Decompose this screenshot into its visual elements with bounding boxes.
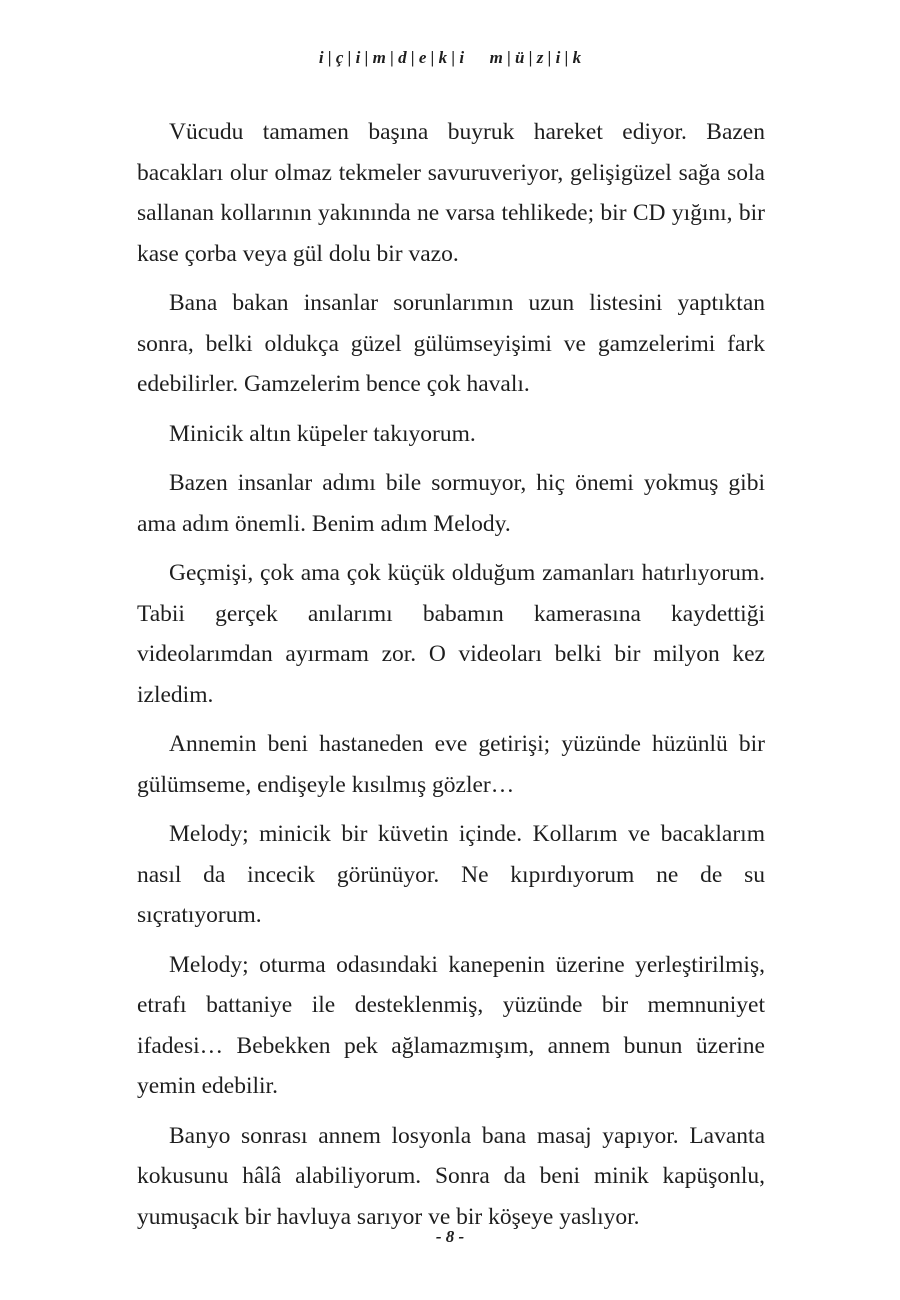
running-header: i | ç | i | m | d | e | k | i m | ü | z | i | k (318, 48, 582, 67)
paragraph: Banyo sonrası annem losyonla bana masaj yapıyor. Lavanta kokusunu hâlâ alabiliyorum. Sonra da beni minik kapüşonlu, yumuşacık bir havluya sarıyor ve bir köşeye yaslıyor. (137, 1122, 765, 1230)
paragraph: Bazen insanlar adımı bile sormuyor, hiç önemi yokmuş gibi ama adım önemli. Benim adım Melody. (137, 470, 765, 537)
paragraph: Bana bakan insanlar sorunlarımın uzun listesini yaptıktan sonra, belki oldukça güzel gülümseyişimi ve gamzelerimi fark edebilirler. Gamzelerim bence çok havalı. (137, 290, 765, 397)
paragraph: Melody; oturma odasındaki kanepenin üzerine yerleştirilmiş, etrafı battaniye ile desteklenmiş, yüzünde bir memnuniyet ifadesi… Bebekken pek ağlamazmışım, annem bunun üzerine yemin edebilir. (137, 951, 765, 1099)
paragraph: Geçmişi, çok ama çok küçük olduğum zamanları hatırlıyorum. Tabii gerçek anılarımı babamın kamerasına kaydettiği videolarımdan ayırmam zor. O videoları belki bir milyon kez izledim. (137, 560, 765, 708)
paragraph: Melody; minicik bir küvetin içinde. Kollarım ve bacaklarım nasıl da incecik görünüyor. Ne kıpırdıyorum ne de su sıçratıyorum. (137, 821, 765, 928)
page-number: - 8 - (435, 1227, 465, 1246)
paragraph: Annemin beni hastaneden eve getirişi; yüzünde hüzünlü bir gülümseme, endişeyle kısılmış gözler… (137, 731, 765, 798)
paragraph: Minicik altın küpeler takıyorum. (169, 420, 476, 447)
body-text (137, 112, 765, 1246)
paragraph: Vücudu tamamen başına buyruk hareket ediyor. Bazen bacakları olur olmaz tekmeler savuruveriyor, gelişigüzel sağa sola sallanan kollarının yakınında ne varsa tehlikede; bir CD yığını, bir kase çorba veya gül dolu bir vazo. (137, 119, 765, 267)
